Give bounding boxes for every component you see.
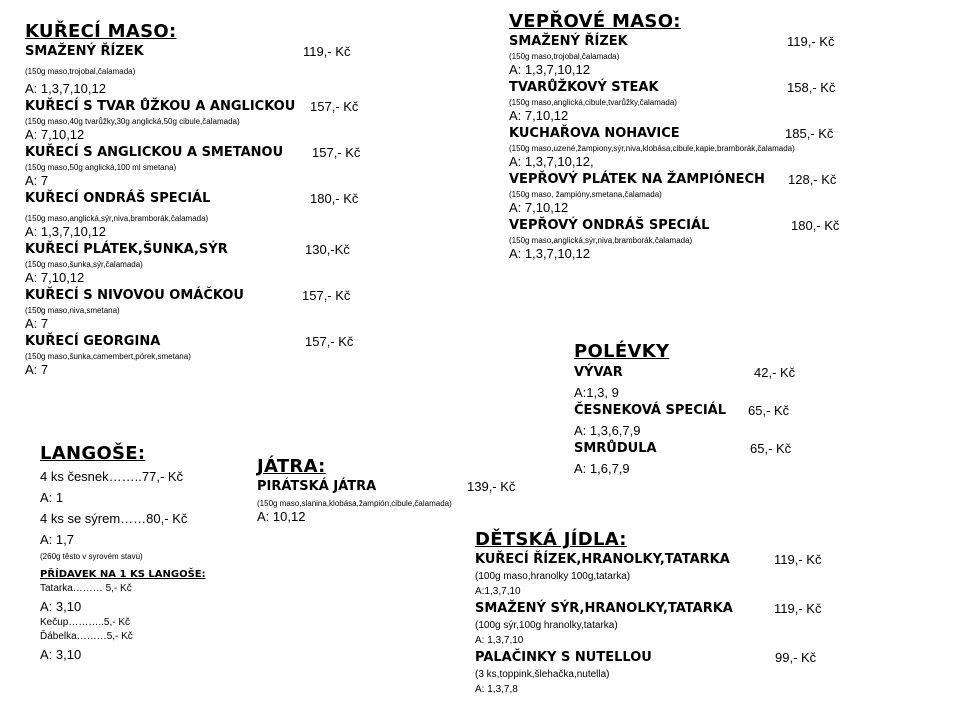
- item-name: [25, 99, 445, 115]
- item-name-text: SMRŮDULA: [574, 441, 657, 456]
- item-name-text: KUŘECÍ S NIVOVOU OMÁČKOU: [25, 288, 244, 303]
- item-name-text: SMAŽENÝ ŘÍZEK: [25, 44, 144, 59]
- item-name-text: PALAČINKY S NUTELLOU: [475, 650, 652, 665]
- item-price: 180,- Kč: [791, 218, 840, 233]
- item-desc: (100g maso,hranolky 100g,tatarka): [475, 571, 631, 582]
- item-price: 157,- Kč: [302, 288, 351, 303]
- item-name-text: VEPŘOVÝ PLÁTEK NA ŽAMPIÓNECH: [509, 172, 765, 187]
- item-name-text: KUCHAŘOVA NOHAVICE: [509, 126, 680, 141]
- item-name: [25, 44, 445, 60]
- menu-item: [25, 44, 445, 96]
- item-allergens: A: 7: [25, 173, 49, 188]
- item-price: 157,- Kč: [310, 99, 359, 114]
- langos-syr: 4 ks se sýrem……80,- Kč: [40, 511, 188, 526]
- menu-item: [509, 126, 929, 169]
- item-allergens: A:1,3,7,10: [475, 586, 521, 597]
- item-price: 119,- Kč: [774, 601, 822, 616]
- langos-cesnek: 4 ks česnek……..77,- Kč: [40, 469, 184, 484]
- item-name: [475, 601, 875, 617]
- item-desc: (150g maso,niva,smetana): [25, 306, 120, 315]
- item-price: 65,- Kč: [750, 441, 792, 456]
- item-name: [509, 126, 929, 142]
- item-name: [25, 334, 445, 350]
- menu-item: [25, 242, 445, 285]
- item-name-text: VÝVAR: [574, 365, 623, 380]
- menu-item: [574, 403, 874, 438]
- langos-note: (260g těsto v syrovém stavu): [40, 552, 143, 561]
- item-allergens: A: 1,3,7,10,12: [25, 81, 106, 96]
- menu-item: [475, 601, 875, 648]
- addon-title: PŘÍDAVEK NA 1 KS LANGOŠE:: [40, 569, 206, 580]
- item-desc: (150g maso,šunka,camembert,pórek,smetana): [25, 352, 191, 361]
- menu-item: [509, 80, 929, 123]
- section-jatra: [257, 457, 547, 527]
- item-allergens: A: 1,3,7,10,12: [509, 246, 590, 261]
- item-price: 180,- Kč: [310, 191, 359, 206]
- item-allergens: A: 10,12: [257, 509, 306, 524]
- item-allergens: A: 7: [25, 362, 49, 377]
- section-title: JÁTRA:: [257, 456, 326, 477]
- item-price: 157,- Kč: [312, 145, 361, 160]
- item-desc: (150g maso,slanina,klobása,žampión,cibule,čalamada): [257, 499, 452, 508]
- item-desc: (150g maso, žampióny,smetana,čalamada): [509, 190, 662, 199]
- item-price: 130,-Kč: [305, 242, 350, 257]
- menu-item: [509, 172, 929, 215]
- item-allergens: A: 1,3,6,7,9: [574, 423, 641, 438]
- item-allergens: A: 7,10,12: [509, 108, 569, 123]
- section-langose: [40, 444, 260, 664]
- section-detska: [475, 530, 875, 697]
- item-price: 185,- Kč: [785, 126, 834, 141]
- item-name: [25, 242, 445, 258]
- item-allergens: A: 7,10,12: [25, 127, 85, 142]
- item-allergens: A: 3,10: [40, 599, 82, 614]
- menu-item: [25, 288, 445, 331]
- item-desc: (150g maso,50g anglická,100 ml smetana): [25, 163, 177, 172]
- item-name-text: KUŘECÍ ONDRÁŠ SPECIÁL: [25, 191, 211, 206]
- section-polevky: [574, 342, 874, 479]
- section-title: POLÉVKY: [574, 341, 670, 362]
- item-allergens: A: 1,3,7,10,12: [509, 62, 590, 77]
- item-name-text: PIRÁTSKÁ JÁTRA: [257, 479, 377, 494]
- item-name-text: KUŘECÍ GEORGINA: [25, 334, 161, 349]
- item-desc: (150g maso,trojobal,čalamada): [25, 67, 136, 76]
- menu-item: [574, 441, 874, 476]
- item-allergens: A: 1,3,7,10: [475, 635, 524, 646]
- item-desc: (150g maso,trojobal,čalamada): [509, 52, 620, 61]
- item-name-text: KUŘECÍ PLÁTEK,ŠUNKA,SÝR: [25, 242, 228, 257]
- item-allergens: A: 3,10: [40, 647, 82, 662]
- item-allergens: A:1,3, 9: [574, 385, 619, 400]
- item-name: [509, 34, 929, 50]
- item-name-text: KUŘECÍ S TVAR ŮŽKOU A ANGLICKOU: [25, 99, 296, 114]
- item-allergens: A: 7,10,12: [25, 270, 85, 285]
- item-name-text: VEPŘOVÝ ONDRÁŠ SPECIÁL: [509, 218, 710, 233]
- item-allergens: A: 1,3,7,10,12: [25, 224, 106, 239]
- section-veprove: [509, 12, 929, 264]
- item-name: [475, 552, 875, 568]
- item-price: 157,- Kč: [305, 334, 354, 349]
- item-name-text: TVARŮŽKOVÝ STEAK: [509, 80, 659, 95]
- item-desc: (3 ks,toppink,šlehačka,nutella): [475, 669, 610, 680]
- item-allergens: A: 7,10,12: [509, 200, 569, 215]
- menu-item: [509, 218, 929, 261]
- menu-item: [25, 334, 445, 377]
- item-price: 139,- Kč: [467, 479, 516, 494]
- item-desc: (150g maso,šunka,sýr,čalamada): [25, 260, 143, 269]
- item-price: 119,- Kč: [303, 44, 351, 59]
- item-name: [509, 172, 929, 188]
- section-title: LANGOŠE:: [40, 443, 146, 464]
- item-name: [25, 288, 445, 304]
- section-title: KUŘECÍ MASO:: [25, 21, 177, 42]
- section-title: VEPŘOVÉ MASO:: [509, 11, 681, 32]
- addon-dabelka: Ďábelka………5,- Kč: [40, 631, 133, 642]
- item-name: [257, 479, 547, 495]
- item-allergens: A: 1,3,7,10,12,: [509, 154, 594, 169]
- item-desc: (150g maso,anglická,sýr,niva,bramborák,čalamada): [25, 214, 209, 223]
- addon-kecup: Kečup………..5,- Kč: [40, 617, 131, 628]
- item-price: 65,- Kč: [748, 403, 790, 418]
- item-name: [25, 145, 445, 161]
- item-price: 158,- Kč: [787, 80, 836, 95]
- menu-item: [574, 365, 874, 400]
- item-name-text: SMAŽENÝ ŘÍZEK: [509, 34, 628, 49]
- item-desc: (150g maso,anglická,sýr,niva,bramborák,čalamada): [509, 236, 693, 245]
- item-price: 128,- Kč: [788, 172, 837, 187]
- item-name: [509, 80, 929, 96]
- item-price: 42,- Kč: [754, 365, 796, 380]
- menu-item: [475, 552, 875, 599]
- section-title: DĚTSKÁ JÍDLA:: [475, 529, 627, 550]
- item-allergens: A: 1,6,7,9: [574, 461, 630, 476]
- menu-item: [25, 191, 445, 239]
- item-name-text: KUŘECÍ S ANGLICKOU A SMETANOU: [25, 145, 284, 160]
- item-price: 99,- Kč: [775, 650, 817, 665]
- item-price: 119,- Kč: [787, 34, 835, 49]
- item-desc: (150g maso,40g tvarůžky,30g anglická,50g cibule,čalamada): [25, 117, 240, 126]
- item-allergens: A: 1,3,7,8: [475, 684, 518, 695]
- item-desc: (100g sýr,100g hranolky,tatarka): [475, 620, 618, 631]
- item-name: [574, 403, 874, 419]
- menu-item: [475, 650, 875, 697]
- item-name: [574, 441, 874, 457]
- menu-item: [25, 145, 445, 188]
- menu-item: [25, 99, 445, 142]
- item-name-text: KUŘECÍ ŘÍZEK,HRANOLKY,TATARKA: [475, 552, 730, 567]
- item-desc: (150g maso,uzené,žampiony,sýr,niva,klobása,cibule,kapie,bramborák,čalamada): [509, 144, 795, 153]
- item-name-text: ČESNEKOVÁ SPECIÁL: [574, 403, 726, 418]
- item-name-text: SMAŽENÝ SÝR,HRANOLKY,TATARKA: [475, 601, 733, 616]
- item-allergens: A: 1: [40, 490, 64, 505]
- item-allergens: A: 7: [25, 316, 49, 331]
- menu-item: [509, 34, 929, 77]
- item-name: [574, 365, 874, 381]
- section-kureci: [25, 22, 445, 380]
- item-name: [25, 191, 445, 207]
- item-desc: (150g maso,anglická,cibule,tvarůžky,čalamada): [509, 98, 677, 107]
- item-allergens: A: 1,7: [40, 532, 74, 547]
- item-name: [509, 218, 929, 234]
- item-name: [475, 650, 875, 666]
- item-price: 119,- Kč: [774, 552, 822, 567]
- addon-tatarka: Tatarka……… 5,- Kč: [40, 583, 132, 594]
